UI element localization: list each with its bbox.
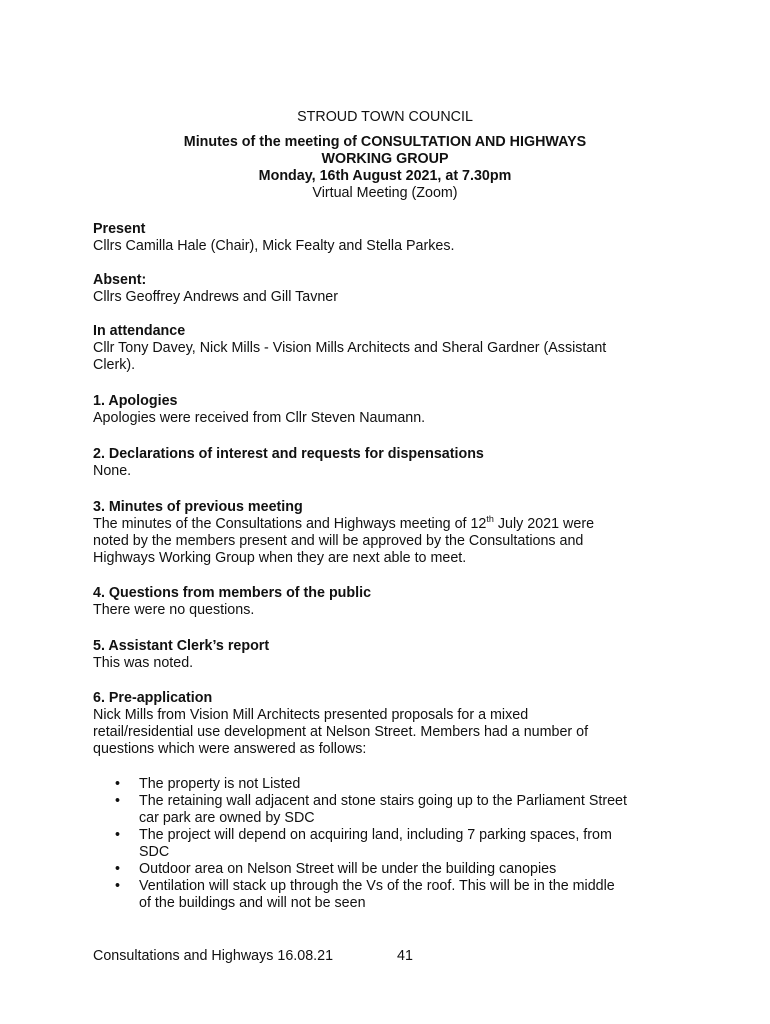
- list-item: [93, 878, 683, 912]
- list-item-line-1: The project will depend on acquiring land, including 7 parking spaces, from: [139, 827, 612, 843]
- apologies-section: [93, 393, 683, 427]
- page-number: 41: [397, 948, 413, 964]
- list-item-line-2: car park are owned by SDC: [139, 810, 315, 826]
- list-item-line-1: Ventilation will stack up through the Vs of the roof. This will be in the middle: [139, 878, 615, 894]
- list-item-line-1: The property is not Listed: [139, 776, 301, 792]
- clerk-report-text: This was noted.: [93, 655, 194, 671]
- present-label: Present: [93, 221, 146, 237]
- list-item-line-1: Outdoor area on Nelson Street will be under the building canopies: [139, 861, 557, 877]
- ordinal-suffix: th: [486, 514, 494, 525]
- list-item: [93, 776, 683, 793]
- minutes-line-1-pre: The minutes of the Consultations and Highways meeting of 12: [93, 516, 487, 532]
- list-item: [93, 861, 683, 878]
- answers-list: [93, 776, 683, 912]
- list-item-line-2: of the buildings and will not be seen: [139, 895, 366, 911]
- absent-text: Cllrs Geoffrey Andrews and Gill Tavner: [93, 289, 339, 305]
- declarations-text: None.: [93, 463, 132, 479]
- declarations-section: [93, 446, 683, 480]
- questions-text: There were no questions.: [93, 602, 255, 618]
- present-section: [93, 221, 683, 255]
- present-text: Cllrs Camilla Hale (Chair), Mick Fealty and Stella Parkes.: [93, 238, 455, 254]
- absent-label: Absent:: [93, 272, 147, 288]
- apologies-text: Apologies were received from Cllr Steven Naumann.: [93, 410, 426, 426]
- minutes-section: [93, 499, 683, 567]
- list-item-line-1: The retaining wall adjacent and stone stairs going up to the Parliament Street: [139, 793, 627, 809]
- meeting-location: Virtual Meeting (Zoom): [312, 185, 458, 201]
- meeting-date: Monday, 16th August 2021, at 7.30pm: [258, 168, 512, 184]
- heading-line-2: WORKING GROUP: [321, 151, 449, 167]
- pre-application-section: [93, 690, 683, 758]
- bullet-icon: •: [115, 827, 121, 843]
- minutes-heading: 3. Minutes of previous meeting: [93, 499, 303, 515]
- attendance-label: In attendance: [93, 323, 186, 339]
- minutes-line-3: Highways Working Group when they are next able to meet.: [93, 550, 467, 566]
- pre-application-line-3: questions which were answered as follows:: [93, 741, 367, 757]
- pre-application-line-1: Nick Mills from Vision Mill Architects presented proposals for a mixed: [93, 707, 529, 723]
- minutes-line-1: [93, 516, 683, 533]
- minutes-line-2: noted by the members present and will be approved by the Consultations and: [93, 533, 584, 549]
- council-title: STROUD TOWN COUNCIL: [297, 109, 473, 125]
- attendance-section: [93, 323, 683, 374]
- bullet-icon: •: [115, 878, 121, 894]
- footer-text: Consultations and Highways 16.08.21: [93, 948, 334, 964]
- pre-application-heading: 6. Pre-application: [93, 690, 213, 706]
- attendance-line-2: Clerk).: [93, 357, 136, 373]
- clerk-report-heading: 5. Assistant Clerk’s report: [93, 638, 270, 654]
- bullet-icon: •: [115, 776, 121, 792]
- list-item: [93, 827, 683, 861]
- minutes-line-1-post: July 2021 were: [493, 516, 595, 532]
- clerk-report-section: [93, 638, 683, 672]
- list-item: [93, 793, 683, 827]
- pre-application-line-2: retail/residential use development at Nelson Street. Members had a number of: [93, 724, 589, 740]
- questions-section: [93, 585, 683, 619]
- list-item-line-2: SDC: [139, 844, 170, 860]
- questions-heading: 4. Questions from members of the public: [93, 585, 372, 601]
- heading-line-1: Minutes of the meeting of CONSULTATION AND HIGHWAYS: [183, 134, 587, 150]
- attendance-line-1: Cllr Tony Davey, Nick Mills - Vision Mills Architects and Sheral Gardner (Assistant: [93, 340, 607, 356]
- absent-section: [93, 272, 683, 306]
- bullet-icon: •: [115, 793, 121, 809]
- declarations-heading: 2. Declarations of interest and requests for dispensations: [93, 446, 484, 462]
- meeting-heading: [93, 134, 677, 168]
- bullet-icon: •: [115, 861, 121, 877]
- apologies-heading: 1. Apologies: [93, 393, 178, 409]
